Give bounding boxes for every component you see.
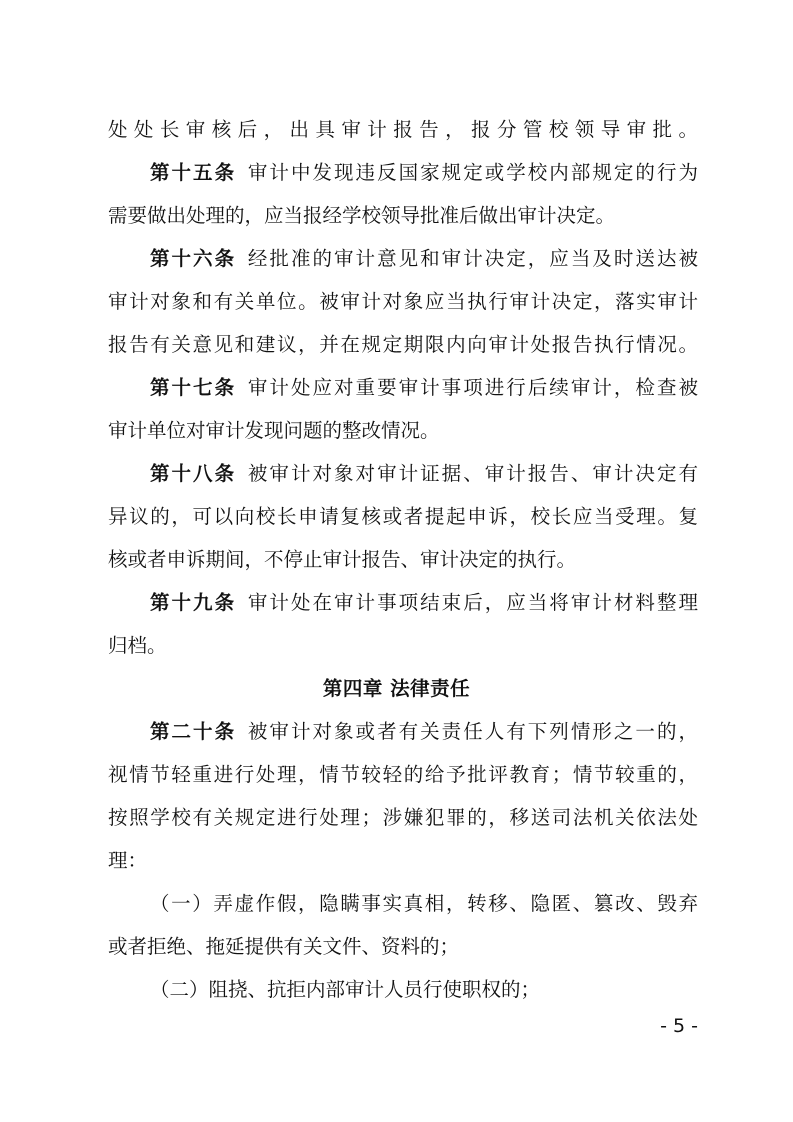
- line-text: 核或者申诉期间，不停止审计报告、审计决定的执行。: [108, 548, 577, 571]
- article-18-first-line: [150, 460, 698, 488]
- line-text: 审计单位对审计发现问题的整改情况。: [108, 419, 440, 442]
- page-number: - 5 -: [660, 1015, 698, 1037]
- line-text: （二）阻挠、抗拒内部审计人员行使职权的；: [150, 978, 541, 1001]
- paragraph-line: [108, 288, 698, 316]
- paragraph-line: [108, 546, 698, 574]
- paragraph-line: [108, 933, 698, 961]
- paragraph-line: [108, 417, 698, 445]
- line-text: 审计处在审计事项结束后，应当将审计材料整理: [245, 591, 698, 614]
- paragraph-line: [108, 632, 698, 660]
- line-text: 审计处应对重要审计事项进行后续审计，检查被: [245, 376, 698, 399]
- line-text: 处处长审核后，出具审计报告，报分管校领导审批。: [108, 118, 698, 141]
- paragraph-line: [108, 761, 698, 789]
- article-20-first-line: [150, 718, 698, 746]
- paragraph-line: [108, 804, 698, 832]
- article-number: 第十五条: [150, 161, 237, 184]
- line-text: 理：: [108, 849, 148, 872]
- article-number: 第十八条: [150, 462, 237, 485]
- line-text: 经批准的审计意见和审计决定，应当及时送达被: [245, 247, 698, 270]
- chapter-title: 第四章 法律责任: [322, 677, 471, 700]
- article-19-first-line: [150, 589, 698, 617]
- list-item-1-first-line: [150, 890, 698, 918]
- line-text: 异议的，可以向校长申请复核或者提起申诉，校长应当受理。复: [108, 505, 698, 528]
- article-17-first-line: [150, 374, 698, 402]
- article-number: 第十九条: [150, 591, 237, 614]
- line-text: 需要做出处理的，应当报经学校领导批准后做出审计决定。: [108, 204, 616, 227]
- line-text: 审计对象和有关单位。被审计对象应当执行审计决定，落实审计: [108, 290, 698, 313]
- list-item-2: [150, 976, 698, 1004]
- article-number: 第十六条: [150, 247, 237, 270]
- line-text: 报告有关意见和建议，并在规定期限内向审计处报告执行情况。: [108, 333, 698, 356]
- line-text: 被审计对象或者有关责任人有下列情形之一的，: [245, 720, 698, 743]
- line-text: 按照学校有关规定进行处理；涉嫌犯罪的，移送司法机关依法处: [108, 806, 698, 829]
- paragraph-line: [108, 331, 698, 359]
- article-number: 第二十条: [150, 720, 237, 743]
- article-16-first-line: [150, 245, 698, 273]
- line-text: 或者拒绝、拖延提供有关文件、资料的；: [108, 935, 460, 958]
- article-15-first-line: [150, 159, 698, 187]
- line-text: 被审计对象对审计证据、审计报告、审计决定有: [245, 462, 698, 485]
- line-text: 归档。: [108, 634, 167, 657]
- article-number: 第十七条: [150, 376, 237, 399]
- line-text: 审计中发现违反国家规定或学校内部规定的行为: [245, 161, 698, 184]
- paragraph-line: [108, 202, 698, 230]
- line-text: （一）弄虚作假，隐瞒事实真相，转移、隐匿、篡改、毁弃: [150, 892, 698, 915]
- paragraph-line: [108, 847, 698, 875]
- paragraph-line: [108, 116, 698, 144]
- paragraph-line: [108, 503, 698, 531]
- line-text: 视情节轻重进行处理，情节较轻的给予批评教育；情节较重的，: [108, 763, 698, 786]
